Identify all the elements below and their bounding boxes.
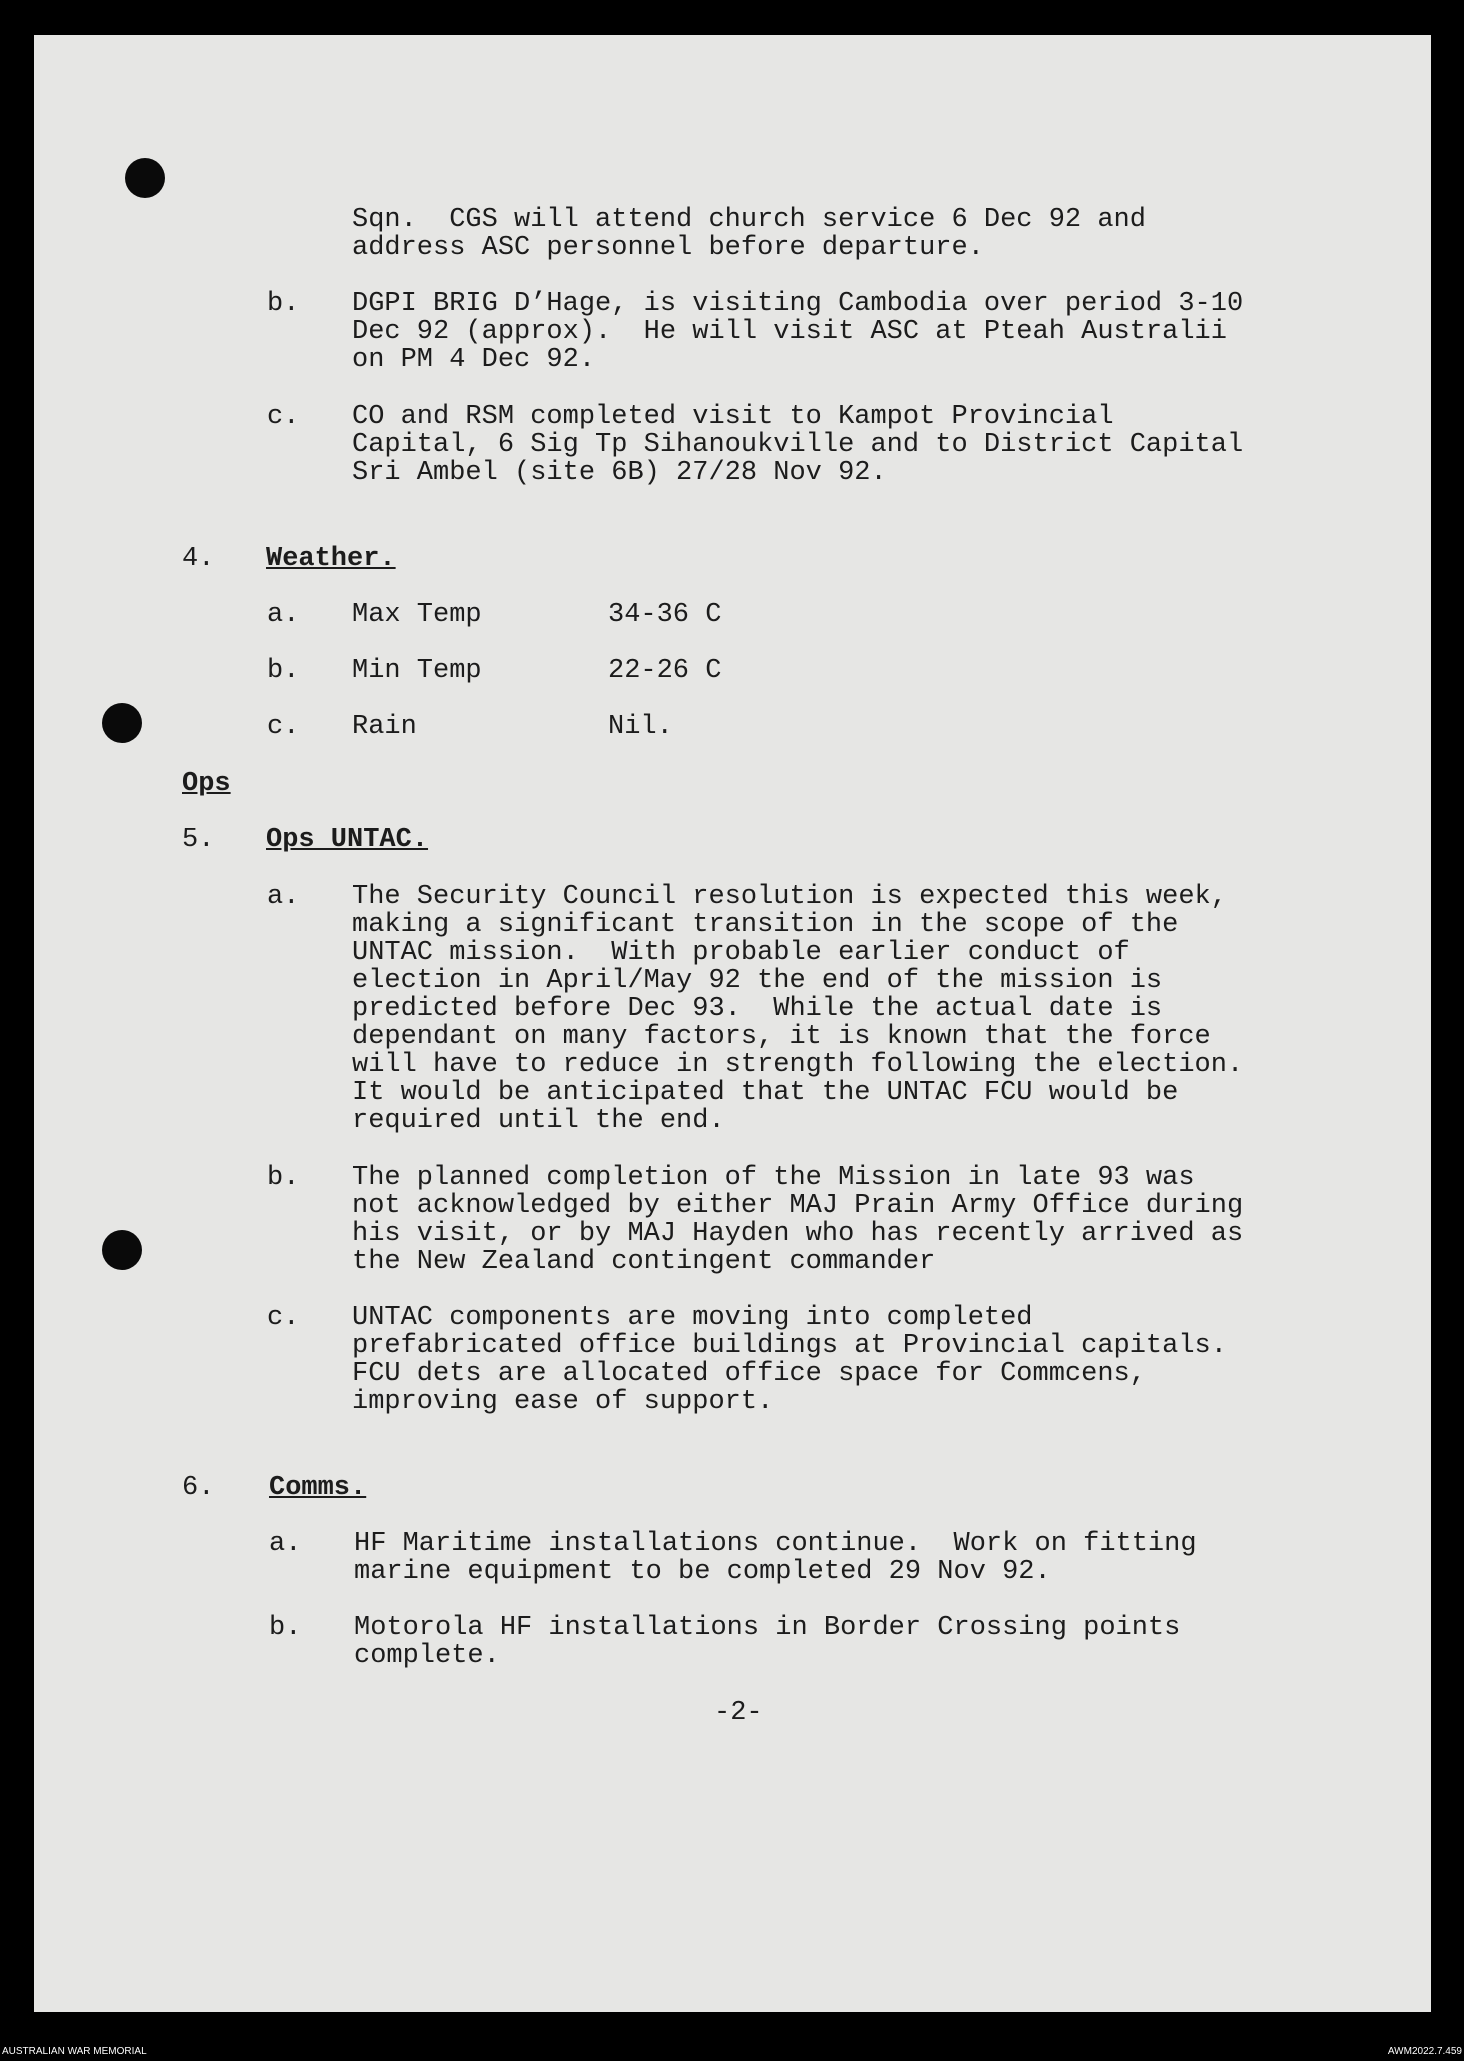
- item-5a-line-5: predicted before Dec 93. While the actual date is: [352, 994, 1163, 1024]
- section-6-title: Comms.: [269, 1473, 367, 1503]
- item-6b-line-1: Motorola HF installations in Border Crossing points: [354, 1613, 1181, 1643]
- weather-row-c-label: Rain: [352, 712, 417, 742]
- section-6-number: 6.: [182, 1473, 215, 1503]
- section-5-title: Ops UNTAC.: [266, 825, 429, 855]
- punch-hole-middle: [102, 703, 142, 743]
- item-3c-marker: c.: [267, 402, 300, 432]
- punch-hole-top: [125, 158, 165, 198]
- item-5c-line-4: improving ease of support.: [352, 1387, 774, 1417]
- item-5a-line-8: It would be anticipated that the UNTAC FCU would be: [352, 1078, 1179, 1108]
- weather-row-a-marker: a.: [267, 600, 300, 630]
- footer-archive-name: AUSTRALIAN WAR MEMORIAL: [2, 2046, 147, 2057]
- item-6b-line-2: complete.: [354, 1641, 500, 1671]
- weather-row-b-value: 22-26 C: [608, 656, 722, 686]
- punch-hole-bottom: [102, 1230, 142, 1270]
- item-5a-line-1: The Security Council resolution is expected this week,: [352, 882, 1227, 912]
- item-3b-line-1: DGPI BRIG D’Hage, is visiting Cambodia over period 3-10: [352, 289, 1244, 319]
- section-4-title: Weather.: [266, 544, 396, 574]
- section-4-number: 4.: [182, 544, 215, 574]
- item-6a-line-1: HF Maritime installations continue. Work on fitting: [354, 1529, 1197, 1559]
- ops-heading: Ops: [182, 769, 231, 799]
- item-6b-marker: b.: [269, 1613, 302, 1643]
- item-5a-marker: a.: [267, 882, 300, 912]
- item-5c-marker: c.: [267, 1303, 300, 1333]
- page-number: -2-: [714, 1698, 763, 1728]
- item-5a-line-4: election in April/May 92 the end of the mission is: [352, 966, 1163, 996]
- continuation-line-1: Sqn. CGS will attend church service 6 Dec 92 and: [352, 205, 1146, 235]
- item-3c-line-1: CO and RSM completed visit to Kampot Provincial: [352, 402, 1114, 432]
- item-5a-line-2: making a significant transition in the scope of the: [352, 910, 1179, 940]
- item-5a-line-3: UNTAC mission. With probable earlier conduct of: [352, 938, 1130, 968]
- item-5c-line-1: UNTAC components are moving into completed: [352, 1303, 1033, 1333]
- item-5a-line-6: dependant on many factors, it is known that the force: [352, 1022, 1211, 1052]
- item-5b-line-4: the New Zealand contingent commander: [352, 1247, 936, 1277]
- document-page: [34, 35, 1431, 2012]
- item-3b-marker: b.: [267, 289, 300, 319]
- item-5b-line-3: his visit, or by MAJ Hayden who has recently arrived as: [352, 1219, 1244, 1249]
- weather-row-b-label: Min Temp: [352, 656, 482, 686]
- weather-row-a-value: 34-36 C: [608, 600, 722, 630]
- item-3c-line-2: Capital, 6 Sig Tp Sihanoukville and to District Capital: [352, 430, 1244, 460]
- item-5b-line-1: The planned completion of the Mission in late 93 was: [352, 1163, 1195, 1193]
- weather-row-c-value: Nil.: [608, 712, 673, 742]
- item-3b-line-2: Dec 92 (approx). He will visit ASC at Pteah Australii: [352, 317, 1227, 347]
- item-5c-line-3: FCU dets are allocated office space for Commcens,: [352, 1359, 1146, 1389]
- item-3b-line-3: on PM 4 Dec 92.: [352, 345, 596, 375]
- continuation-line-2: address ASC personnel before departure.: [352, 233, 984, 263]
- item-3c-line-3: Sri Ambel (site 6B) 27/28 Nov 92.: [352, 458, 887, 488]
- footer-reference-code: AWM2022.7.459: [1387, 2046, 1462, 2057]
- weather-row-c-marker: c.: [267, 712, 300, 742]
- weather-row-b-marker: b.: [267, 656, 300, 686]
- section-5-number: 5.: [182, 825, 215, 855]
- item-6a-line-2: marine equipment to be completed 29 Nov 92.: [354, 1557, 1051, 1587]
- item-5a-line-7: will have to reduce in strength following the election.: [352, 1050, 1244, 1080]
- item-5b-marker: b.: [267, 1163, 300, 1193]
- weather-row-a-label: Max Temp: [352, 600, 482, 630]
- item-5b-line-2: not acknowledged by either MAJ Prain Army Office during: [352, 1191, 1244, 1221]
- item-6a-marker: a.: [269, 1529, 302, 1559]
- item-5a-line-9: required until the end.: [352, 1106, 725, 1136]
- item-5c-line-2: prefabricated office buildings at Provincial capitals.: [352, 1331, 1227, 1361]
